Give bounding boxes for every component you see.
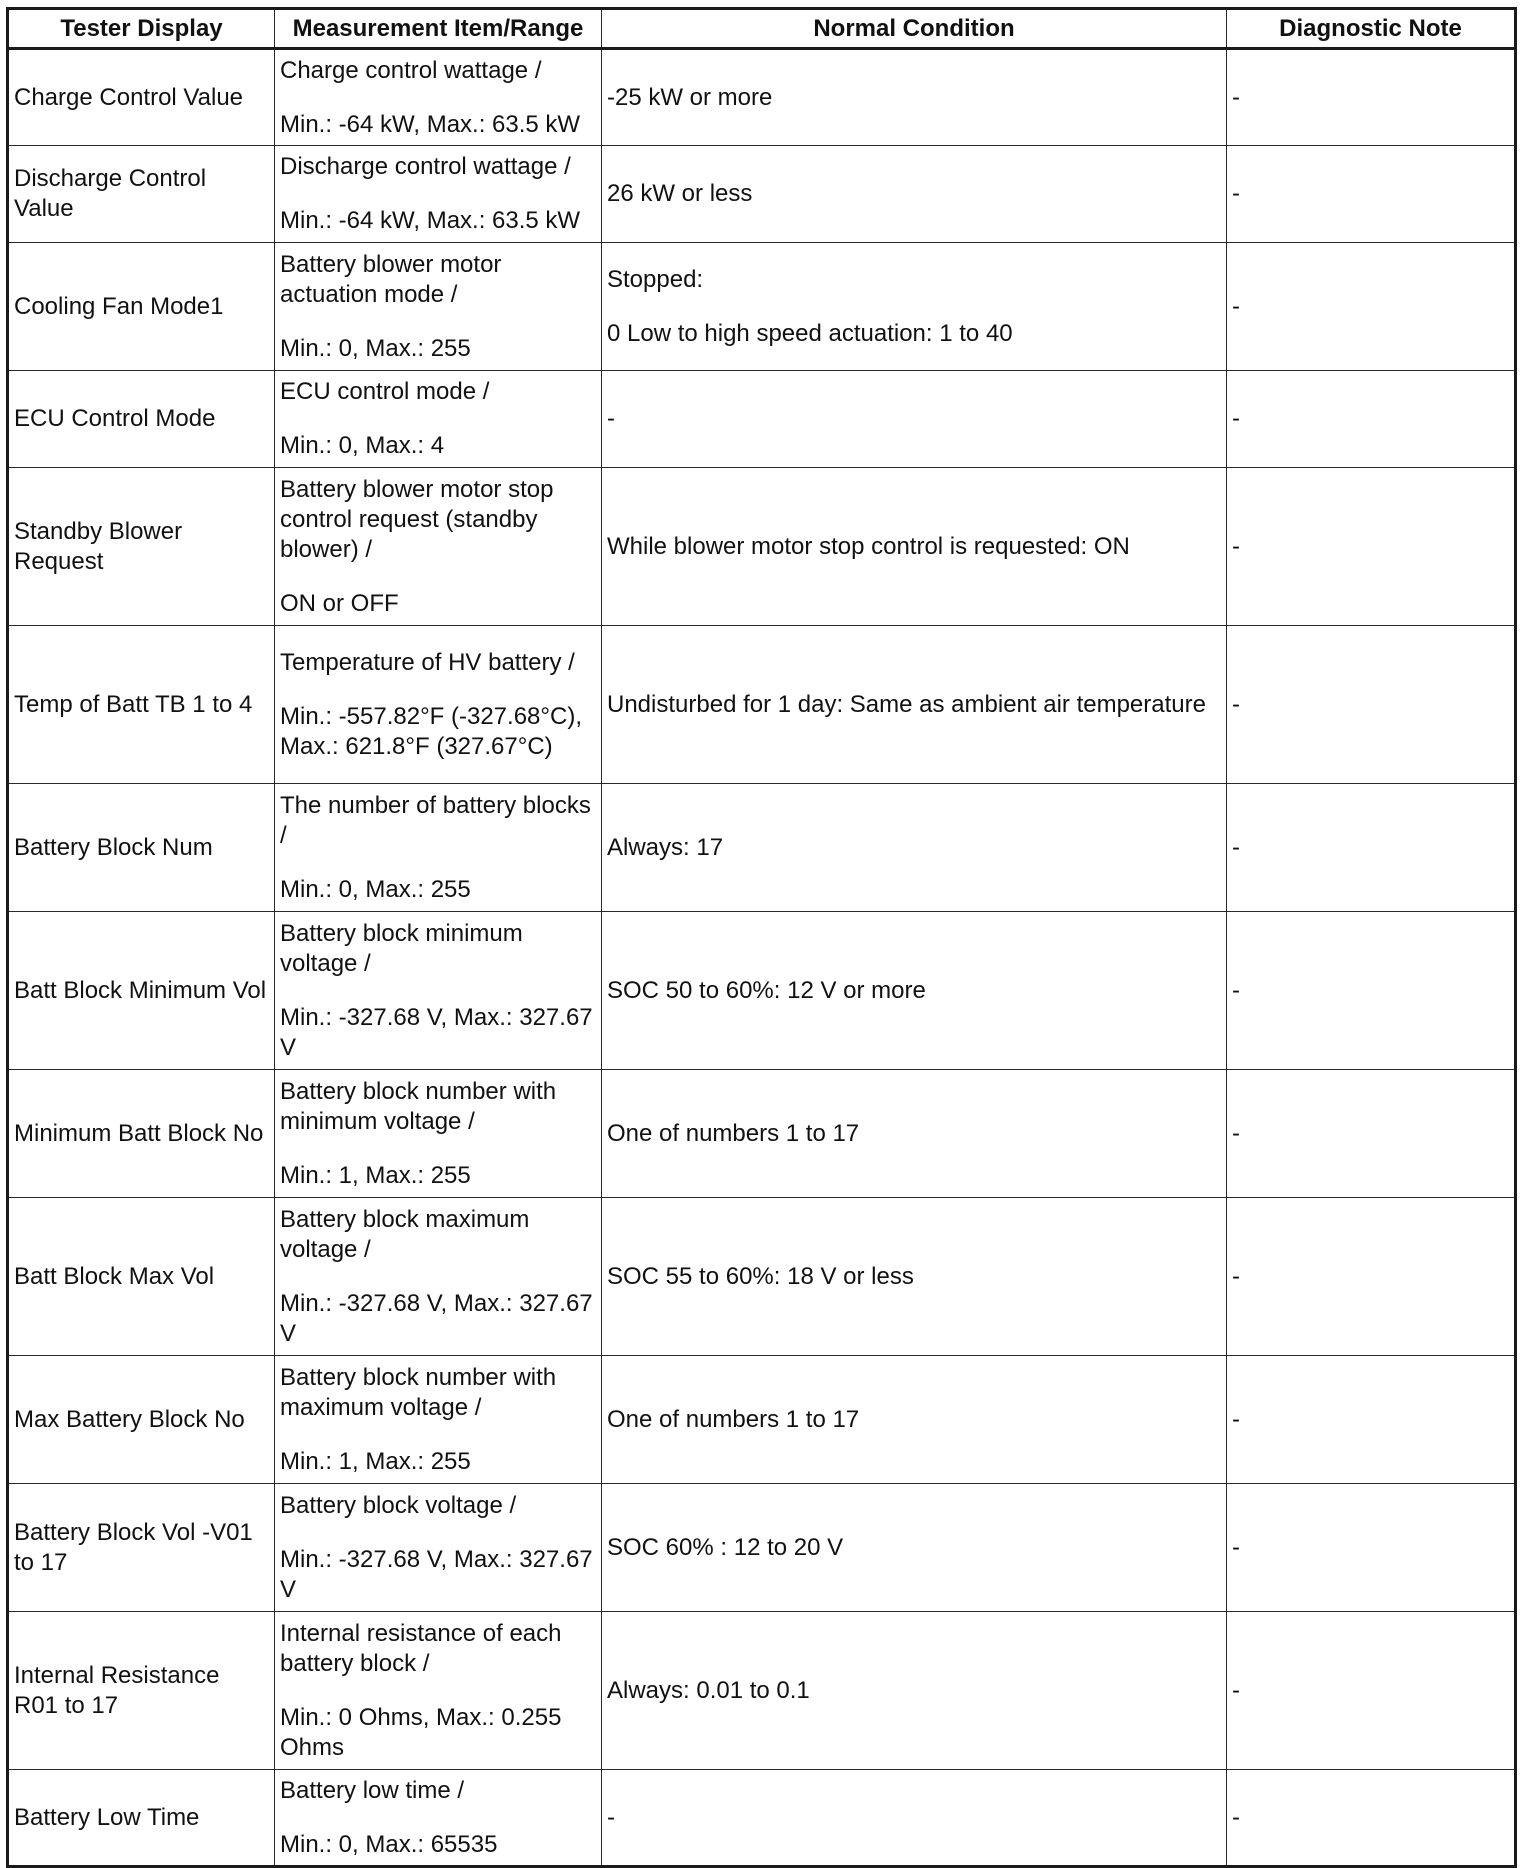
normal-condition-cell <box>602 146 1227 243</box>
tester-display-cell: Internal Resistance R01 to 17 <box>8 1612 275 1770</box>
measurement-range-cell <box>275 912 602 1070</box>
table-row <box>8 146 1516 243</box>
measurement-item-text: Battery block number with maximum voltage / <box>280 1363 557 1421</box>
normal-condition-text: Always: 0.01 to 0.1 <box>607 1676 810 1704</box>
measurement-range-text: Min.: -557.82°F (-327.68°C), Max.: 621.8°F (327.67°C) <box>280 702 582 760</box>
normal-condition-cell <box>602 49 1227 146</box>
data-list-table <box>6 7 1517 1868</box>
tester-display-cell: Standby Blower Request <box>8 468 275 626</box>
measurement-range-text: ON or OFF <box>280 589 399 617</box>
normal-condition-cell <box>602 784 1227 912</box>
table-row <box>8 243 1516 371</box>
measurement-item-text: Battery block maximum voltage / <box>280 1205 530 1263</box>
data-list-sheet <box>6 7 1514 1868</box>
header-row <box>8 9 1516 49</box>
table-body <box>8 49 1516 1867</box>
measurement-item-text: Battery block voltage / <box>280 1491 517 1519</box>
normal-condition-text: One of numbers 1 to 17 <box>607 1405 860 1433</box>
table-row <box>8 371 1516 468</box>
measurement-item-text: Internal resistance of each battery block / <box>280 1619 562 1677</box>
normal-condition-cell <box>602 1198 1227 1356</box>
measurement-range-text: Min.: -64 kW, Max.: 63.5 kW <box>280 207 581 234</box>
measurement-range-cell <box>275 1612 602 1770</box>
diagnostic-note-cell: - <box>1227 912 1516 1070</box>
measurement-range-text: Min.: 0 Ohms, Max.: 0.255 Ohms <box>280 1703 562 1761</box>
table-row <box>8 784 1516 912</box>
measurement-range-cell <box>275 49 602 146</box>
tester-display-cell: Charge Control Value <box>8 49 275 146</box>
measurement-range-cell <box>275 146 602 243</box>
normal-condition-text: Always: 17 <box>607 833 724 861</box>
measurement-range-text: Min.: -327.68 V, Max.: 327.67 V <box>280 1289 593 1347</box>
measurement-range-text: Min.: 0, Max.: 65535 <box>280 1830 498 1858</box>
measurement-range-text: Min.: 0, Max.: 255 <box>280 875 471 903</box>
tester-display-cell: Batt Block Minimum Vol <box>8 912 275 1070</box>
measurement-range-text: Min.: 1, Max.: 255 <box>280 1447 471 1475</box>
tester-display-cell: Minimum Batt Block No <box>8 1070 275 1198</box>
normal-condition-text: SOC 60% : 12 to 20 V <box>607 1533 844 1561</box>
normal-condition-cell <box>602 912 1227 1070</box>
normal-condition-cell <box>602 1356 1227 1484</box>
normal-condition-cell <box>602 468 1227 626</box>
normal-condition-text: 0 Low to high speed actuation: 1 to 40 <box>607 319 1013 347</box>
diagnostic-note-cell: - <box>1227 1484 1516 1612</box>
tester-display-cell: Max Battery Block No <box>8 1356 275 1484</box>
measurement-item-text: Battery blower motor actuation mode / <box>280 250 502 308</box>
tester-display-cell: Battery Block Vol -V01 to 17 <box>8 1484 275 1612</box>
measurement-range-cell <box>275 784 602 912</box>
measurement-range-text: Min.: 1, Max.: 255 <box>280 1161 471 1189</box>
diagnostic-note-cell: - <box>1227 784 1516 912</box>
measurement-item-text: Temperature of HV battery / <box>280 648 575 676</box>
normal-condition-text: While blower motor stop control is requested: ON <box>607 532 1130 560</box>
normal-condition-text: -25 kW or more <box>607 83 773 111</box>
diagnostic-note-cell: - <box>1227 49 1516 146</box>
diagnostic-note-cell: - <box>1227 468 1516 626</box>
measurement-range-cell <box>275 1484 602 1612</box>
tester-display-cell: Cooling Fan Mode1 <box>8 243 275 371</box>
table-row <box>8 1484 1516 1612</box>
measurement-range-text: Min.: 0, Max.: 255 <box>280 334 471 362</box>
normal-condition-cell <box>602 626 1227 784</box>
header-normal-condition: Normal Condition <box>602 9 1227 49</box>
diagnostic-note-cell: - <box>1227 1612 1516 1770</box>
table-row <box>8 1070 1516 1198</box>
normal-condition-cell <box>602 1070 1227 1198</box>
measurement-range-text: Min.: 0, Max.: 4 <box>280 432 445 459</box>
measurement-range-cell <box>275 1198 602 1356</box>
normal-condition-text: SOC 50 to 60%: 12 V or more <box>607 976 926 1004</box>
header-diagnostic-note: Diagnostic Note <box>1227 9 1516 49</box>
table-row <box>8 1612 1516 1770</box>
measurement-range-cell <box>275 626 602 784</box>
tester-display-cell: Battery Block Num <box>8 784 275 912</box>
normal-condition-cell <box>602 1484 1227 1612</box>
measurement-range-text: Min.: -327.68 V, Max.: 327.67 V <box>280 1545 593 1603</box>
table-row <box>8 1770 1516 1867</box>
measurement-item-text: Battery block number with minimum voltage / <box>280 1077 557 1135</box>
table-row <box>8 1356 1516 1484</box>
normal-condition-text: Stopped: <box>607 265 704 293</box>
measurement-range-cell <box>275 1770 602 1867</box>
measurement-item-text: Battery low time / <box>280 1776 465 1804</box>
measurement-item-text: ECU control mode / <box>280 378 490 405</box>
diagnostic-note-cell: - <box>1227 371 1516 468</box>
normal-condition-text: 26 kW or less <box>607 180 753 207</box>
measurement-range-text: Min.: -64 kW, Max.: 63.5 kW <box>280 110 581 138</box>
normal-condition-text: SOC 55 to 60%: 18 V or less <box>607 1262 914 1290</box>
normal-condition-cell <box>602 371 1227 468</box>
normal-condition-cell <box>602 243 1227 371</box>
normal-condition-text: - <box>607 405 615 432</box>
table-row <box>8 468 1516 626</box>
measurement-range-cell <box>275 1070 602 1198</box>
diagnostic-note-cell: - <box>1227 1198 1516 1356</box>
normal-condition-text: - <box>607 1803 615 1831</box>
diagnostic-note-cell: - <box>1227 626 1516 784</box>
measurement-item-text: Battery blower motor stop control request (standby blower) / <box>280 475 554 563</box>
tester-display-cell: Discharge Control Value <box>8 146 275 243</box>
diagnostic-note-cell: - <box>1227 1356 1516 1484</box>
diagnostic-note-cell: - <box>1227 243 1516 371</box>
table-row <box>8 626 1516 784</box>
tester-display-cell: Batt Block Max Vol <box>8 1198 275 1356</box>
diagnostic-note-cell: - <box>1227 146 1516 243</box>
tester-display-cell: ECU Control Mode <box>8 371 275 468</box>
measurement-item-text: Battery block minimum voltage / <box>280 919 523 977</box>
normal-condition-cell <box>602 1770 1227 1867</box>
measurement-range-text: Min.: -327.68 V, Max.: 327.67 V <box>280 1003 593 1061</box>
measurement-range-cell <box>275 371 602 468</box>
header-measurement-item-range: Measurement Item/Range <box>275 9 602 49</box>
measurement-item-text: The number of battery blocks / <box>280 791 591 849</box>
table-row <box>8 1198 1516 1356</box>
diagnostic-note-cell: - <box>1227 1770 1516 1867</box>
header-tester-display: Tester Display <box>8 9 275 49</box>
measurement-range-cell <box>275 243 602 371</box>
normal-condition-cell <box>602 1612 1227 1770</box>
measurement-item-text: Discharge control wattage / <box>280 153 571 180</box>
table-row <box>8 49 1516 146</box>
measurement-item-text: Charge control wattage / <box>280 56 542 84</box>
tester-display-cell: Battery Low Time <box>8 1770 275 1867</box>
normal-condition-text: Undisturbed for 1 day: Same as ambient air temperature <box>607 690 1206 718</box>
normal-condition-text: One of numbers 1 to 17 <box>607 1119 860 1147</box>
tester-display-cell: Temp of Batt TB 1 to 4 <box>8 626 275 784</box>
diagnostic-note-cell: - <box>1227 1070 1516 1198</box>
measurement-range-cell <box>275 468 602 626</box>
measurement-range-cell <box>275 1356 602 1484</box>
table-row <box>8 912 1516 1070</box>
